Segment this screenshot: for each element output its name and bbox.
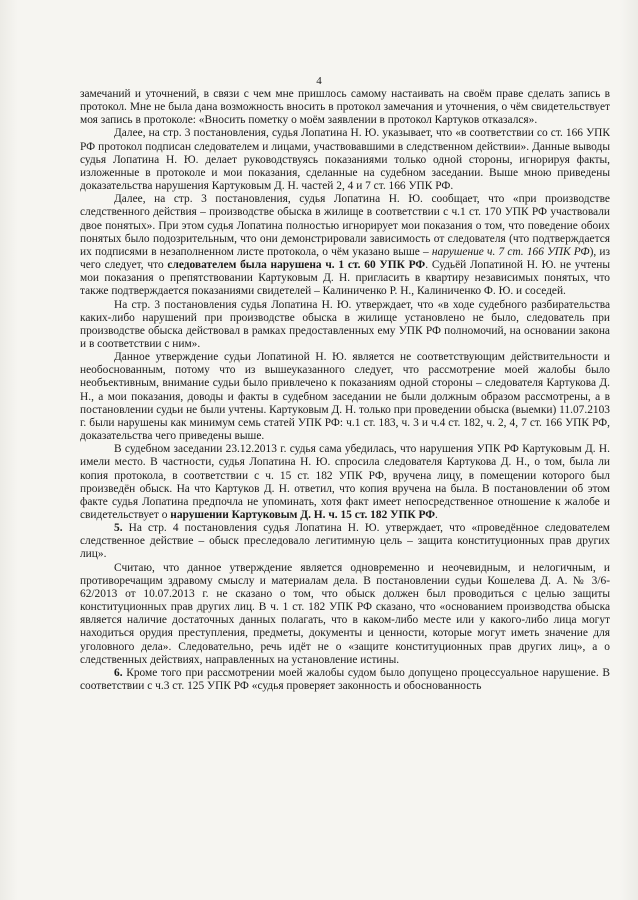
- text-run: замечаний и уточнений, в связи с чем мне пришлось самому настаивать на своём праве сделать запись в протокол. Мне не была дана возможность вносить в протокол замечания и уточнения, о чём свидетельствует моя запись в протоколе: «Вносить пометку о моём заявлении в протокол Картуков отказался».: [80, 88, 610, 127]
- paragraph: [80, 299, 610, 352]
- text-run: Далее, на стр. 3 постановления, судья Лопатина Н. Ю. указывает, что «в соответствии со ст. 166 УПК РФ протокол подписан следователем и лицами, участвовавшими в следственном действии». Данные выводы судья Лопатина Н. Ю. делает руководствуясь показаниями только одной стороны, игнорируя факты, изложенные в протоколе и мои показания, сделанные на судебном заседании. Выше мною приведены доказательства нарушения Картуковым Д. Н. частей 2, 4 и 7 ст. 166 УПК РФ.: [80, 127, 610, 193]
- text-run: Далее, на стр. 3 постановления, судья Лопатина Н. Ю. сообщает, что «при производстве следственного действия – производстве обыска в жилище в соответствии с ч.1 ст. 170 УПК РФ участвовали двое понятых». При этом судья Лопатина полностью игнорирует мои показания о том, что поведение обоих понятых было подозрительным, что они демонстрировали зависимость от следователя (что подтверждается их подписями в незаполненном листе протокола, о чём указано выше –: [80, 193, 610, 258]
- bold-text: нарушении Картуковым Д. Н. ч. 15 ст. 182 УПК РФ: [170, 509, 435, 521]
- paragraph: [80, 443, 610, 522]
- paragraph: [80, 88, 610, 127]
- bold-text: следователем была нарушена ч. 1 ст. 60 УПК РФ: [167, 259, 426, 272]
- text-run: Кроме того при рассмотрении моей жалобы судом было допущено процессуальное нарушение. В соответствии с ч.3 ст. 125 УПК РФ «судья проверяет законность и обоснованность: [80, 666, 610, 693]
- bold-text: 5.: [114, 522, 123, 535]
- page-number: 4: [316, 75, 322, 87]
- text-run: .: [435, 509, 438, 521]
- paragraph: [80, 193, 610, 298]
- paragraph: [80, 667, 610, 693]
- paragraph: [80, 522, 610, 561]
- italic-text: нарушение ч. 7 ст. 166 УПК РФ: [431, 245, 590, 258]
- bold-text: 6.: [114, 666, 123, 679]
- paragraph: [80, 127, 610, 193]
- text-run: На стр. 4 постановления судья Лопатина Н. Ю. утверждает, что «проведённое следователем следственное действие – обыск преследовало легитимную цель – защита конституционных прав других лиц».: [80, 522, 610, 561]
- document-body: [80, 88, 610, 693]
- text-run: На стр. 3 постановления судья Лопатина Н. Ю. утверждает, что «в ходе судебного разбирательства каких-либо нарушений при производстве обыска в жилище установлено не было, следователь при производстве обыска действовал в рамках предоставленных ему УПК РФ полномочий, на основании закона и в соответствии с ним».: [80, 298, 610, 350]
- text-run: Считаю, что данное утверждение является одновременно и неочевидным, и нелогичным, и противоречащим здравому смыслу и материалам дела. В постановлении судьи Кошелева Д. А. № 3/6-62/2013 от 10.07.2013 г. не сказано о том, что обыск должен был проводиться с целью защиты конституционных прав других лиц. В ч. 1 ст. 182 УПК РФ сказано, что «основанием производства обыска является наличие достаточных данных полагать, что в каком-либо месте или у какого-либо лица могут находиться орудия преступления, предметы, документы и ценности, которые могут иметь значение для уголовного дела». Следовательно, речь идёт не о «защите конституционных прав других лиц», а о следственных действиях, направленных на установление истины.: [80, 561, 610, 666]
- text-run: . Судьёй Лопатиной Н. Ю. не учтены мои показания о препятствовании Картуковым Д. Н. пригласить в квартиру независимых понятых, что также подтверждается показаниями свидетелей – Калиниченко Р. Н., Калиниченко Ф. Ю. и соседей.: [80, 259, 611, 298]
- paragraph: [80, 562, 610, 667]
- paragraph: [80, 351, 610, 443]
- text-run: Данное утверждение судьи Лопатиной Н. Ю. является не соответствующим действительности и необоснованным, потому что из вышеуказанного следует, что рассмотрение моей жалобы было необъективным, внимание судьи было привлечено к показаниям одной стороны – следователя Картукова Д. Н., а мои показания, доводы и факты в судебном заседании не были должным образом рассмотрены, а в постановлении судьи не были учтены. Картуковым Д. Н. только при проведении обыска (выемки) 11.07.2103 г. были нарушены как минимум семь статей УПК РФ: ч.1 ст. 183, ч. 3 и ч.4 ст. 182, ч. 2, 4, 7 ст. 166 УПК РФ, доказательства чего приведены выше.: [80, 351, 610, 443]
- text-run: ), из чего следует, что: [80, 245, 611, 272]
- text-run: В судебном заседании 23.12.2013 г. судья сама убедилась, что нарушения УПК РФ Картуковым Д. Н. имели место. В частности, судья Лопатина Н. Ю. спросила следователя Картукова Д. Н., о том, была ли копия протокола, в соответствии с ч. 15 ст. 182 УПК РФ, вручена лицу, в помещении которого был произведён обыск. На что Картуков Д. Н. ответил, что копия вручена на была. В постановлении об этом факте судья Лопатина предпочла не упоминать, хотя факт имеет непосредственное отношение к жалобе и свидетельствует о: [80, 443, 610, 521]
